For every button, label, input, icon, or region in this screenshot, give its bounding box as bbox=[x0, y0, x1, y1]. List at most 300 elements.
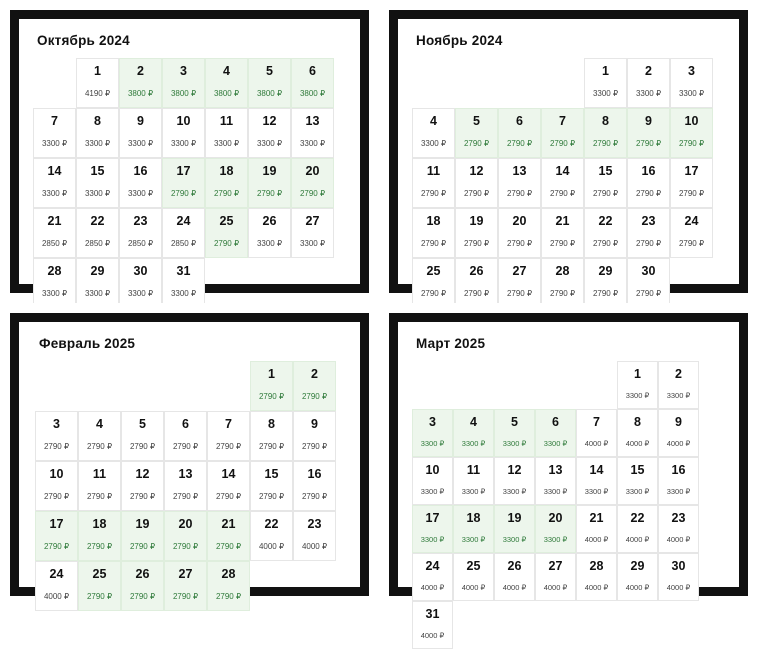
day-cell[interactable] bbox=[205, 208, 248, 258]
day-price: 3300 ₽ bbox=[543, 487, 568, 496]
day-cell[interactable] bbox=[584, 258, 627, 308]
day-number: 4 bbox=[223, 64, 230, 78]
day-cell[interactable] bbox=[207, 461, 250, 511]
day-cell[interactable] bbox=[35, 511, 78, 561]
day-cell[interactable] bbox=[76, 58, 119, 108]
day-cell[interactable] bbox=[119, 208, 162, 258]
day-cell[interactable] bbox=[205, 58, 248, 108]
day-price: 3300 ₽ bbox=[461, 439, 486, 448]
day-slot bbox=[205, 108, 248, 158]
day-cell[interactable] bbox=[121, 561, 164, 611]
day-cell[interactable] bbox=[535, 457, 576, 505]
month-title: Февраль 2025 bbox=[39, 336, 136, 351]
day-cell[interactable] bbox=[33, 108, 76, 158]
day-cell[interactable] bbox=[658, 553, 699, 601]
day-cell[interactable] bbox=[455, 208, 498, 258]
day-cell[interactable] bbox=[584, 208, 627, 258]
day-slot bbox=[412, 505, 453, 553]
day-cell[interactable] bbox=[293, 511, 336, 561]
day-number: 19 bbox=[469, 214, 484, 228]
day-price: 2790 ₽ bbox=[592, 189, 619, 198]
day-cell[interactable] bbox=[412, 258, 455, 308]
day-price: 2790 ₽ bbox=[86, 442, 113, 451]
day-price: 2790 ₽ bbox=[635, 189, 662, 198]
day-slot bbox=[35, 361, 78, 411]
day-price: 3300 ₽ bbox=[84, 189, 111, 198]
day-number: 10 bbox=[684, 114, 699, 128]
week-row bbox=[412, 409, 699, 457]
day-cell[interactable] bbox=[205, 158, 248, 208]
day-slot bbox=[162, 208, 205, 258]
day-cell[interactable] bbox=[670, 208, 713, 258]
day-slot bbox=[541, 58, 584, 108]
day-cell[interactable] bbox=[584, 108, 627, 158]
day-cell-empty bbox=[293, 561, 336, 611]
day-price: 2790 ₽ bbox=[43, 442, 70, 451]
day-cell[interactable] bbox=[412, 409, 453, 457]
day-cell[interactable] bbox=[617, 409, 658, 457]
day-cell-empty bbox=[250, 561, 293, 611]
day-cell[interactable] bbox=[455, 108, 498, 158]
day-cell[interactable] bbox=[119, 258, 162, 308]
day-cell[interactable] bbox=[291, 208, 334, 258]
day-price: 2790 ₽ bbox=[213, 239, 240, 248]
day-number: 22 bbox=[598, 214, 613, 228]
day-number: 28 bbox=[221, 567, 236, 581]
day-slot bbox=[453, 553, 494, 601]
day-cell-empty bbox=[670, 258, 713, 308]
day-cell[interactable] bbox=[658, 361, 699, 409]
day-cell[interactable] bbox=[248, 158, 291, 208]
day-slot bbox=[576, 361, 617, 409]
day-number: 26 bbox=[507, 559, 522, 573]
day-cell[interactable] bbox=[541, 208, 584, 258]
day-number: 25 bbox=[466, 559, 481, 573]
day-cell[interactable] bbox=[576, 409, 617, 457]
day-slot bbox=[535, 457, 576, 505]
day-cell[interactable] bbox=[293, 411, 336, 461]
day-price: 3300 ₽ bbox=[584, 487, 609, 496]
day-number: 18 bbox=[219, 164, 234, 178]
day-number: 7 bbox=[51, 114, 58, 128]
day-number: 13 bbox=[305, 114, 320, 128]
day-cell[interactable] bbox=[541, 158, 584, 208]
day-cell[interactable] bbox=[78, 411, 121, 461]
day-cell[interactable] bbox=[412, 108, 455, 158]
day-number: 27 bbox=[548, 559, 563, 573]
day-cell[interactable] bbox=[250, 461, 293, 511]
day-slot bbox=[494, 601, 535, 649]
day-slot bbox=[121, 561, 164, 611]
day-slot bbox=[205, 258, 248, 308]
day-slot bbox=[76, 58, 119, 108]
day-price: 4000 ₽ bbox=[625, 535, 650, 544]
day-price: 2790 ₽ bbox=[463, 139, 490, 148]
day-cell[interactable] bbox=[162, 58, 205, 108]
day-slot bbox=[455, 58, 498, 108]
day-slot bbox=[498, 258, 541, 308]
day-slot bbox=[627, 58, 670, 108]
day-cell[interactable] bbox=[35, 411, 78, 461]
day-cell[interactable] bbox=[250, 411, 293, 461]
day-price: 3300 ₽ bbox=[84, 139, 111, 148]
day-number: 14 bbox=[47, 164, 62, 178]
day-price: 2790 ₽ bbox=[129, 542, 156, 551]
day-price: 3300 ₽ bbox=[502, 487, 527, 496]
day-price: 2790 ₽ bbox=[506, 189, 533, 198]
day-price: 2790 ₽ bbox=[592, 139, 619, 148]
day-slot bbox=[453, 457, 494, 505]
day-number: 26 bbox=[469, 264, 484, 278]
day-price: 2790 ₽ bbox=[420, 289, 447, 298]
day-cell[interactable] bbox=[658, 409, 699, 457]
day-cell[interactable] bbox=[453, 409, 494, 457]
day-cell[interactable] bbox=[119, 108, 162, 158]
calendar-panel-2 bbox=[0, 303, 379, 606]
day-number: 21 bbox=[589, 511, 604, 525]
day-slot bbox=[291, 258, 334, 308]
month-title: Март 2025 bbox=[416, 336, 486, 351]
day-cell[interactable] bbox=[76, 258, 119, 308]
week-row bbox=[412, 108, 713, 158]
day-cell[interactable] bbox=[35, 561, 78, 611]
calendar-panel-0 bbox=[0, 0, 379, 303]
day-slot bbox=[293, 561, 336, 611]
day-cell[interactable] bbox=[207, 561, 250, 611]
day-slot bbox=[535, 361, 576, 409]
week-row bbox=[412, 601, 699, 649]
day-number: 31 bbox=[176, 264, 191, 278]
day-slot bbox=[627, 158, 670, 208]
day-slot bbox=[205, 158, 248, 208]
day-number: 13 bbox=[548, 463, 563, 477]
day-cell[interactable] bbox=[658, 457, 699, 505]
day-price: 4000 ₽ bbox=[625, 439, 650, 448]
day-cell[interactable] bbox=[248, 108, 291, 158]
day-slot bbox=[250, 561, 293, 611]
day-price: 4000 ₽ bbox=[666, 439, 691, 448]
day-cell[interactable] bbox=[498, 258, 541, 308]
day-cell[interactable] bbox=[33, 208, 76, 258]
day-slot bbox=[541, 158, 584, 208]
day-cell[interactable] bbox=[617, 361, 658, 409]
day-number: 4 bbox=[96, 417, 103, 431]
day-number: 5 bbox=[139, 417, 146, 431]
day-slot bbox=[455, 258, 498, 308]
day-price: 4000 ₽ bbox=[420, 631, 445, 640]
day-cell[interactable] bbox=[584, 58, 627, 108]
day-number: 12 bbox=[135, 467, 150, 481]
day-slot bbox=[164, 561, 207, 611]
day-cell[interactable] bbox=[162, 258, 205, 308]
day-cell[interactable] bbox=[627, 58, 670, 108]
day-price: 2790 ₽ bbox=[86, 492, 113, 501]
day-number: 19 bbox=[262, 164, 277, 178]
day-cell[interactable] bbox=[412, 553, 453, 601]
day-cell[interactable] bbox=[455, 158, 498, 208]
day-cell[interactable] bbox=[250, 511, 293, 561]
day-cell[interactable] bbox=[35, 461, 78, 511]
day-cell[interactable] bbox=[617, 553, 658, 601]
day-cell[interactable] bbox=[576, 457, 617, 505]
day-cell[interactable] bbox=[207, 511, 250, 561]
day-cell[interactable] bbox=[455, 258, 498, 308]
day-cell[interactable] bbox=[498, 158, 541, 208]
day-slot bbox=[76, 108, 119, 158]
day-number: 24 bbox=[684, 214, 699, 228]
day-cell[interactable] bbox=[535, 505, 576, 553]
day-cell[interactable] bbox=[78, 511, 121, 561]
day-cell[interactable] bbox=[412, 601, 453, 649]
day-number: 5 bbox=[473, 114, 480, 128]
day-cell[interactable] bbox=[670, 58, 713, 108]
day-slot bbox=[541, 108, 584, 158]
day-price: 2790 ₽ bbox=[506, 239, 533, 248]
month-body-0 bbox=[33, 58, 334, 308]
day-number: 8 bbox=[268, 417, 275, 431]
day-number: 8 bbox=[602, 114, 609, 128]
day-cell[interactable] bbox=[576, 505, 617, 553]
day-cell[interactable] bbox=[498, 108, 541, 158]
day-cell-empty bbox=[494, 361, 535, 409]
day-cell[interactable] bbox=[494, 553, 535, 601]
day-cell[interactable] bbox=[291, 58, 334, 108]
day-cell[interactable] bbox=[205, 108, 248, 158]
day-cell[interactable] bbox=[412, 505, 453, 553]
day-price: 4000 ₽ bbox=[625, 583, 650, 592]
day-price: 3300 ₽ bbox=[170, 289, 197, 298]
day-cell[interactable] bbox=[121, 411, 164, 461]
day-number: 11 bbox=[92, 467, 107, 481]
day-number: 6 bbox=[516, 114, 523, 128]
day-price: 3300 ₽ bbox=[625, 487, 650, 496]
day-slot bbox=[78, 361, 121, 411]
day-price: 2790 ₽ bbox=[592, 239, 619, 248]
day-number: 12 bbox=[469, 164, 484, 178]
day-slot bbox=[35, 561, 78, 611]
day-cell[interactable] bbox=[162, 108, 205, 158]
day-cell[interactable] bbox=[121, 461, 164, 511]
day-number: 1 bbox=[602, 64, 609, 78]
day-cell-empty bbox=[576, 361, 617, 409]
day-cell[interactable] bbox=[453, 505, 494, 553]
day-cell[interactable] bbox=[541, 108, 584, 158]
day-number: 9 bbox=[645, 114, 652, 128]
day-slot bbox=[455, 158, 498, 208]
day-slot bbox=[670, 108, 713, 158]
day-cell[interactable] bbox=[541, 258, 584, 308]
day-slot bbox=[412, 409, 453, 457]
day-slot bbox=[453, 361, 494, 409]
month-table-1 bbox=[412, 58, 713, 308]
day-slot bbox=[455, 208, 498, 258]
day-slot bbox=[164, 411, 207, 461]
day-cell[interactable] bbox=[627, 158, 670, 208]
day-cell[interactable] bbox=[412, 158, 455, 208]
day-number: 27 bbox=[305, 214, 320, 228]
day-number: 4 bbox=[470, 415, 477, 429]
day-cell[interactable] bbox=[453, 457, 494, 505]
day-cell[interactable] bbox=[78, 561, 121, 611]
day-slot bbox=[412, 208, 455, 258]
day-number: 25 bbox=[219, 214, 234, 228]
day-price: 2790 ₽ bbox=[215, 442, 242, 451]
panel-frame bbox=[389, 313, 748, 640]
day-cell[interactable] bbox=[293, 461, 336, 511]
day-slot bbox=[121, 411, 164, 461]
day-slot bbox=[658, 553, 699, 601]
day-slot bbox=[119, 208, 162, 258]
day-slot bbox=[207, 561, 250, 611]
week-row bbox=[412, 258, 713, 308]
day-price: 2790 ₽ bbox=[43, 492, 70, 501]
day-cell[interactable] bbox=[164, 511, 207, 561]
day-price: 4000 ₽ bbox=[301, 542, 328, 551]
week-row bbox=[33, 258, 334, 308]
panel-frame bbox=[389, 10, 748, 298]
day-number: 1 bbox=[634, 367, 641, 381]
day-price: 3300 ₽ bbox=[127, 139, 154, 148]
day-price: 3300 ₽ bbox=[420, 487, 445, 496]
day-slot bbox=[576, 457, 617, 505]
day-number: 30 bbox=[133, 264, 148, 278]
day-slot bbox=[33, 208, 76, 258]
day-number: 13 bbox=[512, 164, 527, 178]
day-cell[interactable] bbox=[164, 411, 207, 461]
week-row bbox=[35, 511, 336, 561]
day-price: 2790 ₽ bbox=[463, 189, 490, 198]
day-cell[interactable] bbox=[162, 208, 205, 258]
day-cell[interactable] bbox=[164, 561, 207, 611]
day-price: 2790 ₽ bbox=[170, 189, 197, 198]
day-cell-empty bbox=[121, 361, 164, 411]
day-cell[interactable] bbox=[162, 158, 205, 208]
day-cell[interactable] bbox=[291, 158, 334, 208]
day-cell[interactable] bbox=[78, 461, 121, 511]
day-cell[interactable] bbox=[494, 505, 535, 553]
day-slot bbox=[498, 108, 541, 158]
day-cell[interactable] bbox=[576, 553, 617, 601]
day-slot bbox=[119, 158, 162, 208]
day-slot bbox=[455, 108, 498, 158]
day-cell[interactable] bbox=[584, 158, 627, 208]
day-number: 18 bbox=[426, 214, 441, 228]
day-number: 20 bbox=[305, 164, 320, 178]
day-cell[interactable] bbox=[291, 108, 334, 158]
day-price: 4190 ₽ bbox=[84, 89, 111, 98]
month-body-2 bbox=[35, 361, 336, 611]
day-price: 4000 ₽ bbox=[258, 542, 285, 551]
day-number: 19 bbox=[135, 517, 150, 531]
day-slot bbox=[76, 158, 119, 208]
day-price: 2850 ₽ bbox=[41, 239, 68, 248]
day-cell[interactable] bbox=[498, 208, 541, 258]
day-cell[interactable] bbox=[248, 58, 291, 108]
day-number: 27 bbox=[178, 567, 193, 581]
day-slot bbox=[33, 158, 76, 208]
week-row bbox=[33, 108, 334, 158]
day-cell-empty bbox=[78, 361, 121, 411]
day-number: 6 bbox=[182, 417, 189, 431]
day-price: 2790 ₽ bbox=[463, 239, 490, 248]
day-number: 18 bbox=[92, 517, 107, 531]
day-price: 2790 ₽ bbox=[301, 492, 328, 501]
day-slot bbox=[250, 511, 293, 561]
day-cell[interactable] bbox=[248, 208, 291, 258]
day-number: 23 bbox=[307, 517, 322, 531]
week-row bbox=[412, 457, 699, 505]
day-number: 2 bbox=[137, 64, 144, 78]
day-cell[interactable] bbox=[76, 208, 119, 258]
day-number: 19 bbox=[507, 511, 522, 525]
day-cell[interactable] bbox=[494, 409, 535, 457]
day-slot bbox=[584, 258, 627, 308]
day-cell[interactable] bbox=[412, 208, 455, 258]
day-cell[interactable] bbox=[119, 58, 162, 108]
day-cell[interactable] bbox=[119, 158, 162, 208]
day-price: 2790 ₽ bbox=[678, 139, 705, 148]
day-price: 3300 ₽ bbox=[543, 535, 568, 544]
day-slot bbox=[584, 58, 627, 108]
day-cell[interactable] bbox=[121, 511, 164, 561]
day-number: 2 bbox=[675, 367, 682, 381]
day-cell[interactable] bbox=[617, 457, 658, 505]
month-table-0 bbox=[33, 58, 334, 308]
day-price: 2790 ₽ bbox=[420, 239, 447, 248]
day-price: 3800 ₽ bbox=[256, 89, 283, 98]
day-slot bbox=[494, 505, 535, 553]
day-cell[interactable] bbox=[453, 553, 494, 601]
day-cell[interactable] bbox=[535, 409, 576, 457]
day-number: 1 bbox=[268, 367, 275, 381]
day-number: 25 bbox=[92, 567, 107, 581]
day-price: 4000 ₽ bbox=[502, 583, 527, 592]
day-cell[interactable] bbox=[670, 108, 713, 158]
day-cell[interactable] bbox=[627, 208, 670, 258]
day-cell[interactable] bbox=[627, 258, 670, 308]
day-slot bbox=[412, 58, 455, 108]
day-slot bbox=[576, 409, 617, 457]
day-slot bbox=[164, 511, 207, 561]
day-cell[interactable] bbox=[535, 553, 576, 601]
day-number: 16 bbox=[641, 164, 656, 178]
day-cell[interactable] bbox=[76, 108, 119, 158]
day-price: 2790 ₽ bbox=[43, 542, 70, 551]
day-cell[interactable] bbox=[658, 505, 699, 553]
week-row bbox=[412, 553, 699, 601]
day-slot bbox=[617, 553, 658, 601]
day-number: 17 bbox=[176, 164, 191, 178]
day-slot bbox=[35, 411, 78, 461]
day-cell[interactable] bbox=[293, 361, 336, 411]
day-cell[interactable] bbox=[670, 158, 713, 208]
day-cell[interactable] bbox=[617, 505, 658, 553]
day-cell[interactable] bbox=[33, 258, 76, 308]
day-cell[interactable] bbox=[412, 457, 453, 505]
day-slot bbox=[248, 208, 291, 258]
day-cell[interactable] bbox=[164, 461, 207, 511]
day-cell[interactable] bbox=[207, 411, 250, 461]
day-cell[interactable] bbox=[76, 158, 119, 208]
day-number: 31 bbox=[425, 607, 440, 621]
day-slot bbox=[658, 601, 699, 649]
day-cell[interactable] bbox=[627, 108, 670, 158]
day-price: 2790 ₽ bbox=[549, 139, 576, 148]
day-cell[interactable] bbox=[494, 457, 535, 505]
day-cell[interactable] bbox=[33, 158, 76, 208]
day-cell[interactable] bbox=[250, 361, 293, 411]
day-price: 3300 ₽ bbox=[127, 289, 154, 298]
